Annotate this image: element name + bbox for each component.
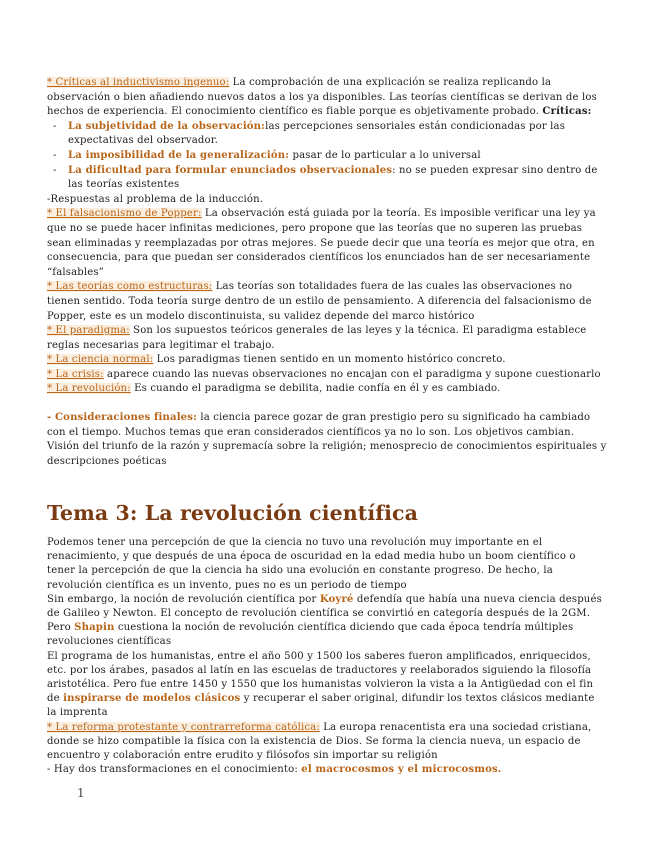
criticas-list — [47, 120, 607, 193]
paragraph-reforma — [47, 721, 607, 764]
list-item-title: La dificultad para formular enunciados observacionales — [68, 164, 393, 176]
text-consideraciones: la ciencia parece gozar de gran prestigio pero su significado ha cambiado con el tiempo. Muchos temas que eran considerados científicos ya no lo son. Los objetivos cambian. Visión del triunfo de la razón y supremacía sobre la religión; menosprecio de conocimientos espirituales y descripciones poéticas — [47, 412, 607, 467]
heading-revolucion: * La revolución: — [47, 383, 131, 395]
spacer — [47, 397, 607, 411]
text-reforma: La europa renacentista era una sociedad cristiana, donde se hizo compatible la física con la existencia de Dios. Se forma la ciencia nueva, un espacio de encuentro y colaboración entre erudito y filósofos sin importar su religión — [47, 721, 592, 762]
name-shapin: Shapin — [74, 622, 115, 634]
text-span: - Hay dos transformaciones en el conocimiento: — [47, 764, 302, 776]
list-item-title: La subjetividad de la observación: — [68, 120, 266, 132]
highlight-macrocosmos: el macrocosmos y el microcosmos. — [301, 764, 502, 776]
text-revolucion: Es cuando el paradigma se debilita, nadie confía en él y es cambiado. — [130, 383, 501, 395]
list-item — [47, 164, 607, 193]
section-tema3 — [47, 536, 607, 777]
label-criticas: Críticas: — [542, 106, 592, 118]
paragraph-criticas — [47, 76, 607, 120]
list-dash: - — [53, 120, 57, 132]
list-item — [47, 149, 607, 164]
list-item-text: pasar de lo particular a lo universal — [289, 149, 481, 161]
text-span: defendía que había una nueva ciencia después de Galileo y Newton. El concepto de revolución científica se convirtió en categoría después de la 2GM. Pero — [47, 593, 602, 634]
list-dash: - — [53, 149, 57, 161]
paragraph-falsacionismo — [47, 207, 607, 280]
highlight-modelos-clasicos: inspirarse de modelos clásicos — [63, 693, 241, 705]
page-number: 1 — [77, 786, 85, 800]
paragraph-paradigma — [47, 324, 607, 353]
paragraph-revolucion — [47, 382, 607, 397]
heading-paradigma: * El paradigma: — [47, 325, 130, 337]
paragraph-koyre — [47, 593, 607, 650]
text-estructuras: Las teorías son totalidades fuera de las cuales las observaciones no tienen sentido. Toda teoría surge dentro de un estilo de pensamiento. A diferencia del falsacionismo de Popper, este es un modelo discontinuista, su validez depende del marco histórico — [47, 281, 592, 322]
list-item-title: La imposibilidad de la generalización: — [68, 149, 290, 161]
heading-falsacionismo: * El falsacionismo de Popper: — [47, 208, 202, 220]
heading-criticas-inductivismo: * Críticas al inductivismo ingenuo: — [47, 77, 230, 88]
heading-crisis: * La crisis: — [47, 368, 104, 380]
text-paradigma: Son los supuestos teóricos generales de las leyes y la técnica. El paradigma establece reglas necesarias para legitimar el trabajo. — [47, 325, 587, 351]
page-title: Tema 3: La revolución científica — [47, 501, 419, 525]
list-item — [47, 120, 607, 149]
name-koyre: Koyré — [319, 593, 354, 605]
paragraph-transformaciones — [47, 763, 607, 777]
section-inductivism — [47, 76, 607, 469]
text-criticas-inductivismo: La comprobación de una explicación se realiza replicando la observación o bien añadiendo nuevos datos a los ya disponibles. Las teorías científicas se derivan de los hechos de experiencia. El conocimiento científico es fiable porque es objetivamente probado. — [47, 77, 597, 118]
text-span: cuestiona la noción de revolución científica diciendo que cada época tendría múltiples revoluciones científicas — [47, 622, 574, 648]
list-item-text: : no se pueden expresar sino dentro de las teorías existentes — [68, 164, 598, 191]
paragraph-consideraciones — [47, 411, 607, 469]
text-span: Sin embargo, la noción de revolución científica por — [47, 593, 320, 605]
heading-ciencia-normal: * La ciencia normal: — [47, 354, 154, 366]
list-dash: - — [53, 164, 57, 176]
respuestas-line: -Respuestas al problema de la inducción. — [47, 193, 264, 205]
heading-reforma: * La reforma protestante y contrarreforma católica: — [47, 721, 320, 733]
list-item-text: las percepciones sensoriales están condicionadas por las expectativas del observador. — [68, 120, 566, 147]
heading-consideraciones: - Consideraciones finales: — [47, 412, 197, 424]
paragraph-crisis — [47, 368, 607, 383]
text-span: El programa de los humanistas, entre el año 500 y 1500 los saberes fueron amplificados, enriquecidos, etc. por los árabes, pasados al latín en las escuelas de traductores y reelaborados siguiendo la filosofía aristotélica. Pero fue entre 1450 y 1550 que los humanistas volvieron la vista a la Antigüedad con el fin de — [47, 650, 594, 705]
paragraph-humanistas — [47, 650, 607, 721]
text-crisis: aparece cuando las nuevas observaciones no encajan con el paradigma y supone cuestionarlo — [103, 368, 601, 380]
text-ciencia-normal: Los paradigmas tienen sentido en un momento histórico concreto. — [153, 354, 506, 366]
text-falsacionismo: La observación está guiada por la teoría. Es imposible verificar una ley ya que no se puede hacer infinitas mediciones, pero propone que las teorías que no superen las pruebas sean eliminadas y reemplazadas por otras mejores. Se puede decir que una teoría es mejor que otra, en consecuencia, para que puedan ser considerados científicos los enunciados han de ser necesariamente “falsables” — [47, 208, 596, 278]
heading-estructuras: * Las teorías como estructuras: — [47, 281, 213, 293]
paragraph-estructuras — [47, 280, 607, 324]
paragraph-ciencia-normal — [47, 353, 607, 368]
text-span: y recuperar el saber original, difundir los textos clásicos mediante la imprenta — [47, 693, 595, 719]
paragraph-intro: Podemos tener una percepción de que la ciencia no tuvo una revolución muy importante en el renacimiento, y que después de una época de oscuridad en la edad media hubo un boom científico o tener la percepción de que la ciencia ha sido una evolución en constante progreso. De hecho, la revolución científica es un invento, pues no es un periodo de tiempo — [47, 537, 576, 591]
